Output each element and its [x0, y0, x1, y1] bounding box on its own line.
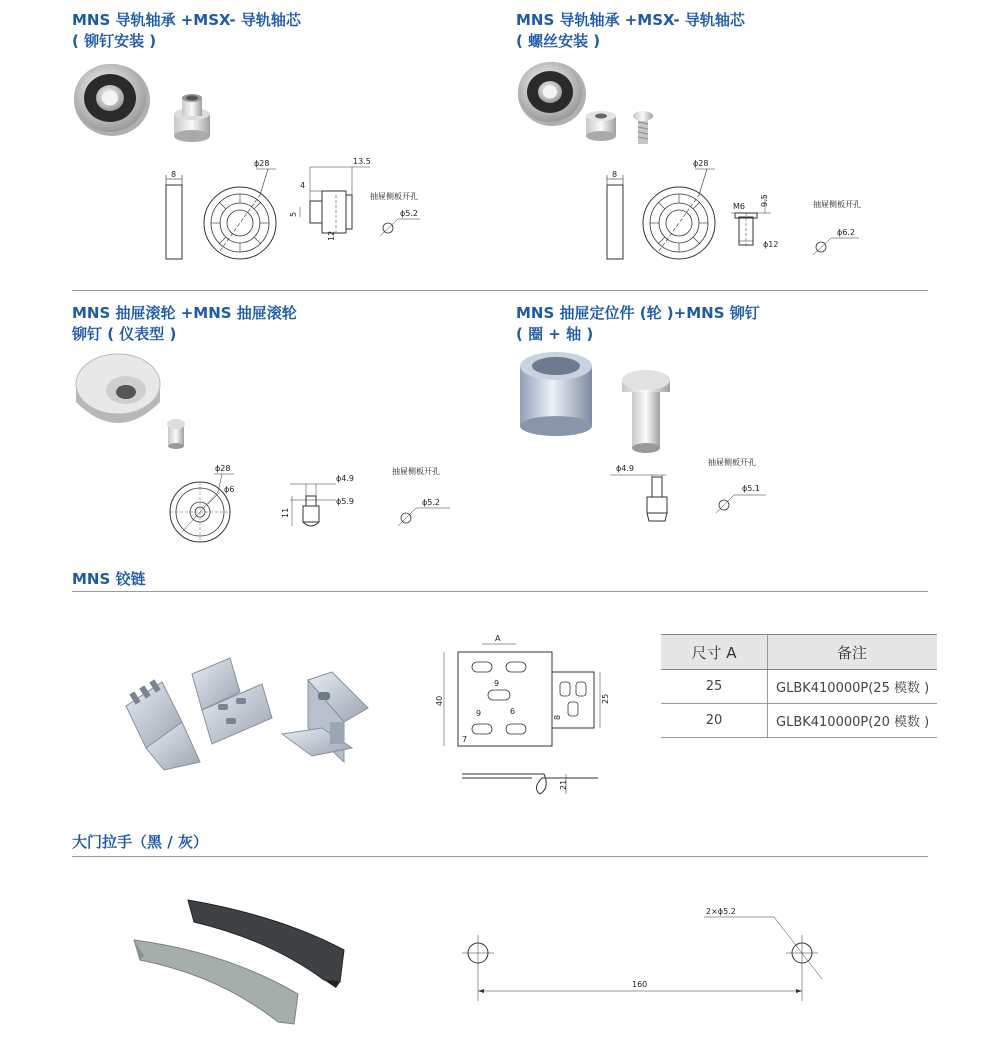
dim-height-9-5: 9.5: [760, 194, 769, 207]
drawer-locator-drawing: [606, 455, 806, 535]
dim-diameter-28: ϕ28: [254, 159, 270, 168]
table-header: [661, 635, 937, 670]
dim-length-160: 160: [632, 980, 648, 989]
dim-21: 21: [559, 779, 568, 790]
dim-a: A: [495, 634, 501, 643]
table-row: [661, 704, 937, 738]
dim-thread-m6: M6: [733, 202, 745, 211]
dim-hole-5-2: ϕ5.2: [422, 498, 440, 507]
dim-diameter-12: ϕ12: [763, 240, 779, 249]
drawer-locator-photo: [516, 346, 686, 456]
drawer-hole-label: 抽屉侧板开孔: [370, 192, 418, 201]
dim-length-4: 4: [300, 181, 306, 190]
hinge-drawing: [428, 628, 628, 808]
hinge-spec-table: [661, 634, 937, 738]
dim-diameter-5-9: ϕ5.9: [336, 497, 354, 506]
dim-height-40: 40: [435, 695, 444, 706]
bearing-rivet-photo: [70, 62, 330, 157]
door-handle-photo: [130, 896, 350, 1028]
section-title-screw-bearing: MNS 导轨轴承 +MSX- 导轨轴芯 ( 螺丝安装 ): [516, 11, 745, 50]
table-row: [661, 670, 937, 704]
dim-diameter-6: ϕ6: [224, 485, 235, 494]
drawer-hole-label: 抽屉侧板开孔: [392, 467, 440, 476]
dim-7: 7: [462, 735, 468, 744]
dim-hole-6-2: ϕ6.2: [837, 228, 855, 237]
dim-hole-5-2: ϕ5.2: [400, 209, 418, 218]
drawer-hole-label: 抽屉侧板开孔: [708, 458, 756, 467]
cell-remark: GLBK410000P(20 模数 ): [768, 704, 938, 738]
section-title-door-handle: 大门拉手（黑 / 灰）: [72, 833, 208, 851]
drawer-hole-label: 抽屉侧板开孔: [813, 200, 861, 209]
dim-8: 8: [553, 714, 562, 720]
dim-height-11: 11: [281, 507, 290, 518]
dim-length-5: 5: [289, 211, 298, 217]
dim-diameter-28: ϕ28: [693, 159, 709, 168]
section-title-rivet-bearing: MNS 导轨轴承 +MSX- 导轨轴芯 ( 铆钉安装 ): [72, 11, 301, 50]
cell-size: 25: [661, 670, 768, 704]
dim-9: 9: [494, 679, 500, 688]
dim-diameter-4-9: ϕ4.9: [336, 474, 354, 483]
drawer-roller-photo: [74, 352, 204, 452]
dim-diameter-28: ϕ28: [215, 464, 231, 473]
cell-remark: GLBK410000P(25 模数 ): [768, 670, 938, 704]
dim-length-12: 12: [327, 230, 336, 241]
dim-hole-5-1: ϕ5.1: [742, 484, 760, 493]
section-title-drawer-roller: MNS 抽屉滚轮 +MNS 抽屉滚轮 铆钉 ( 仪表型 ): [72, 304, 297, 343]
bearing-screw-photo: [516, 64, 676, 154]
col-header-remark: 备注: [768, 635, 938, 670]
hinge-photo: [122, 652, 378, 770]
section-title-drawer-locator: MNS 抽屉定位件 (轮 )+MNS 铆钉 ( 圈 + 轴 ): [516, 304, 760, 343]
dim-width-8: 8: [612, 170, 618, 179]
screw-bearing-drawing: [603, 155, 893, 265]
col-header-size-a: 尺寸 A: [661, 635, 768, 670]
dim-height-25: 25: [601, 693, 610, 704]
divider: [72, 591, 928, 592]
drawer-roller-drawing: [160, 460, 470, 560]
dim-diameter-4-9: ϕ4.9: [616, 464, 634, 473]
dim-holes-2x5-2: 2×ϕ5.2: [706, 907, 736, 916]
dim-length-13-5: 13.5: [353, 157, 371, 166]
divider: [72, 290, 928, 291]
dim-6: 6: [510, 707, 516, 716]
section-title-hinge: MNS 铰链: [72, 570, 146, 588]
dim-9: 9: [476, 709, 482, 718]
divider: [72, 856, 928, 857]
dim-width-8: 8: [171, 170, 177, 179]
door-handle-drawing: [460, 905, 840, 1005]
rivet-bearing-drawing: [160, 155, 470, 265]
cell-size: 20: [661, 704, 768, 738]
